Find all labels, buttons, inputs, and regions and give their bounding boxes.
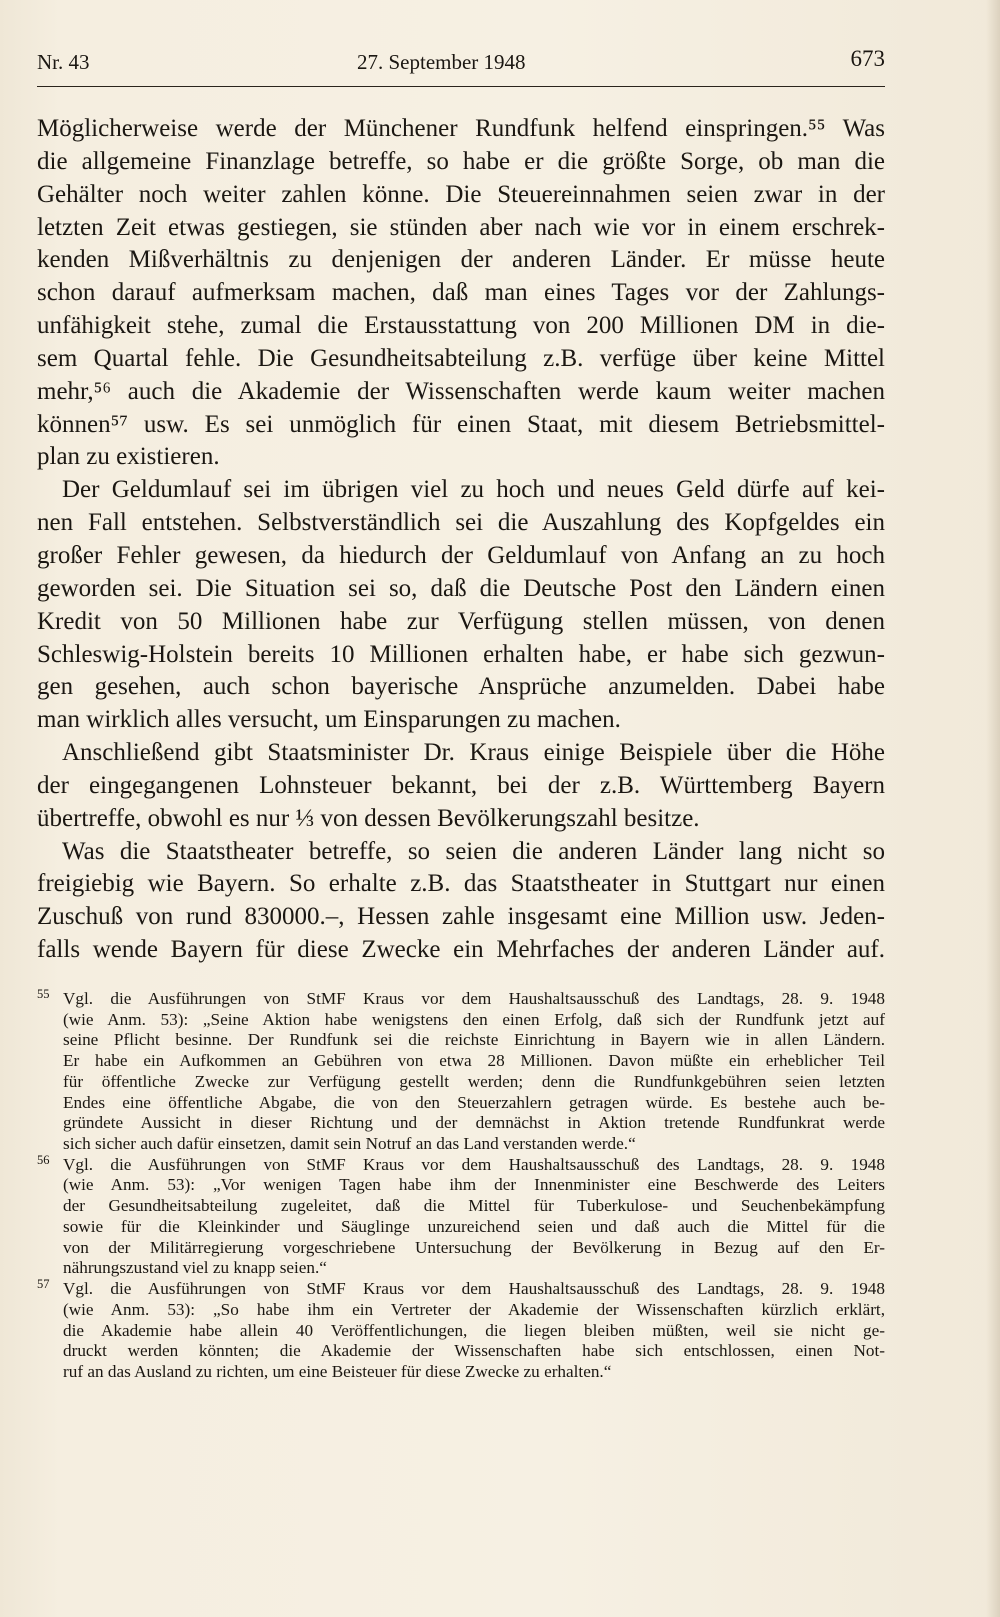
footnote-line: die Akademie habe allein 40 Veröffentlichungen, die liegen bleiben müßten, weil sie nicht ge- [63, 1320, 885, 1340]
footnote-line: nährungszustand viel zu knapp seien.“ [63, 1258, 327, 1278]
footnote-line: seine Pflicht besinne. Der Rundfunk sei die reichste Einrichtung in Bayern wie in allen Ländern. [63, 1030, 885, 1050]
text-line: sem Quartal fehle. Die Gesundheitsabteilung z.B. verfüge über keine Mittel [37, 344, 885, 372]
text-line: großer Fehler gewesen, da hiedurch der Geldumlauf von Anfang an zu hoch [37, 541, 885, 569]
text-line: Der Geldumlauf sei im übrigen viel zu hoch und neues Geld dürfe auf kei- [62, 476, 885, 504]
document-number: Nr. 43 [37, 50, 90, 74]
footnote-line: gründete Aussicht in dieser Richtung und der demnächst in Aktion tretende Rundfunkrat werde [63, 1113, 885, 1133]
text-line: Zuschuß von rund 830000.–, Hessen zahle insgesamt eine Million usw. Jeden- [37, 903, 885, 931]
page-number: 673 [850, 46, 885, 71]
footnote-line: ruf an das Ausland zu richten, um eine Beisteuer für diese Zwecke zu erhalten.“ [63, 1361, 612, 1381]
text-line: Was die Staatstheater betreffe, so seien die anderen Länder lang nicht so [62, 837, 885, 865]
main-text [37, 113, 885, 967]
header-rule [37, 86, 885, 87]
footnote-text: Vgl. die Ausführungen von StMF Kraus vor dem Haushaltsausschuß des Landtags, 28. 9. 1948 [63, 989, 885, 1008]
text-line: Anschließend gibt Staatsminister Dr. Kraus einige Beispiele über die Höhe [62, 739, 885, 767]
text-line: plan zu existieren. [37, 443, 220, 471]
text-line: Schleswig-Holstein bereits 10 Millionen erhalten habe, er habe sich gezwun- [37, 640, 885, 668]
footnote-line: sich sicher auch dafür einsetzen, damit sein Notruf an das Land verstanden werde.“ [63, 1134, 636, 1154]
text-line: freigiebig wie Bayern. So erhalte z.B. das Staatstheater in Stuttgart nur einen [37, 870, 885, 898]
text-line: Möglicherweise werde der Münchener Rundfunk helfend einspringen.⁵⁵ Was [37, 115, 885, 142]
text-line: falls wende Bayern für diese Zwecke ein Mehrfaches der anderen Länder auf. [37, 936, 885, 964]
text-line: schon darauf aufmerksam machen, daß man eines Tages vor der Zahlungs- [37, 279, 885, 307]
footnote-line: (wie Anm. 53): „Seine Aktion habe wenigstens den einen Erfolg, daß sich der Rundfunk jetzt auf [63, 1009, 885, 1029]
text-line: Gehälter noch weiter zahlen könne. Die Steuereinnahmen seien zwar in der [37, 180, 885, 208]
footnote-line: für öffentliche Zwecke zur Verfügung gestellt werden; denn die Rundfunkgebühren seien letzten [63, 1071, 885, 1091]
text-line: man wirklich alles versucht, um Einsparungen zu machen. [37, 706, 621, 734]
header-date: 27. September 1948 [357, 50, 526, 74]
text-line: gen gesehen, auch schon bayerische Ansprüche anzumelden. Dabei habe [37, 673, 885, 701]
footnote-number: 55 [37, 987, 50, 1001]
footnotes [37, 989, 885, 1383]
footnote-line [37, 1152, 885, 1176]
text-line: Kredit von 50 Millionen habe zur Verfügung stellen müssen, von denen [37, 607, 885, 635]
text-line: übertreffe, obwohl es nur ⅓ von dessen Bevölkerungszahl besitze. [37, 804, 700, 832]
text-line: geworden sei. Die Situation sei so, daß die Deutsche Post den Ländern einen [37, 574, 885, 602]
footnote-line [37, 989, 885, 1010]
text-line: die allgemeine Finanzlage betreffe, so habe er die größte Sorge, ob man die [37, 147, 885, 175]
text-line: unfähigkeit stehe, zumal die Erstausstattung von 200 Millionen DM in die- [37, 312, 885, 340]
footnote-line: (wie Anm. 53): „Vor wenigen Tagen habe ihm der Innenminister eine Beschwerde des Leiters [63, 1175, 885, 1195]
text-line: der eingegangenen Lohnsteuer bekannt, bei der z.B. Württemberg Bayern [37, 771, 885, 799]
footnote-number: 56 [37, 1152, 50, 1167]
footnote-line: Endes eine öffentliche Abgabe, die von den Steuerzahlern getragen würde. Es bestehe auch be- [63, 1092, 885, 1112]
footnote-line: Er habe ein Aufkommen an Gebühren von etwa 28 Millionen. Davon müßte ein erheblicher Teil [63, 1051, 885, 1071]
text-line: letzten Zeit etwas gestiegen, sie stünden aber nach wie vor in einem erschrek- [37, 213, 885, 241]
footnote-line: druckt werden könnten; die Akademie der Wissenschaften habe sich entschlossen, einen Not- [63, 1341, 885, 1361]
running-header [37, 46, 885, 80]
text-line: können⁵⁷ usw. Es sei unmöglich für einen Staat, mit diesem Betriebsmittel- [37, 410, 885, 438]
text-line: mehr,⁵⁶ auch die Akademie der Wissenschaften werde kaum weiter machen [37, 377, 885, 405]
footnote-text: Vgl. die Ausführungen von StMF Kraus vor dem Haushaltsausschuß des Landtags, 28. 9. 1948 [63, 1154, 885, 1174]
footnote-text: Vgl. die Ausführungen von StMF Kraus vor dem Haushaltsausschuß des Landtags, 28. 9. 1948 [63, 1279, 885, 1299]
footnote-line [37, 1279, 885, 1300]
text-line: nen Fall entstehen. Selbstverständlich sei die Auszahlung des Kopfgeldes ein [37, 509, 885, 537]
footnote-line: (wie Anm. 53): „So habe ihm ein Vertreter der Akademie der Wissenschaften kürzlich erklärt, [63, 1299, 885, 1319]
footnote-line: von der Militärregierung vorgeschriebene Untersuchung der Bevölkerung in Bezug auf den Er- [63, 1237, 885, 1257]
text-line: kenden Mißverhältnis zu denjenigen der anderen Länder. Er müsse heute [37, 246, 885, 274]
footnote-number: 57 [37, 1277, 50, 1292]
footnote-line: sowie für die Kleinkinder und Säuglinge unzureichend seien und daß auch die Mittel für die [63, 1216, 885, 1236]
footnote-line: der Gesundheitsabteilung zugeleitet, daß die Mittel für Tuberkulose- und Seuchenbekämpfung [63, 1196, 885, 1216]
